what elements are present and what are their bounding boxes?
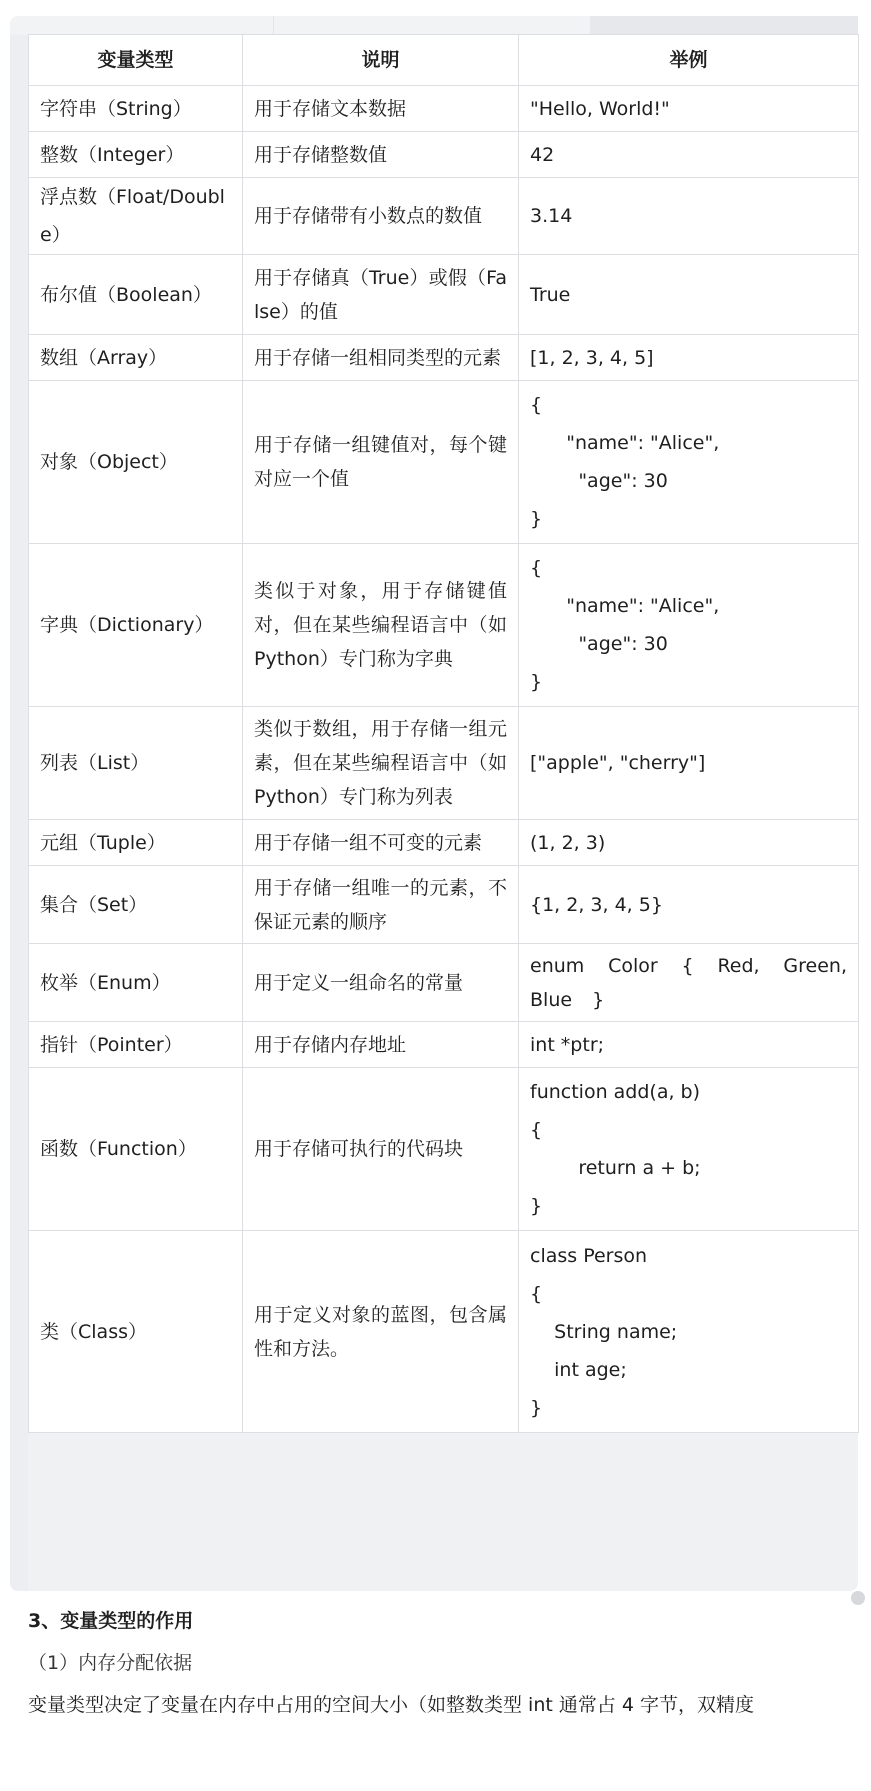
cell-description: 类似于对象，用于存储键值对，但在某些编程语言中（如Python）专门称为字典: [243, 544, 519, 707]
section-paragraph: 变量类型决定了变量在内存中占用的空间大小（如整数类型 int 通常占 4 字节，双精度: [28, 1694, 755, 1716]
cell-example: 3.14: [519, 178, 859, 255]
table-row: [29, 1231, 859, 1433]
cell-example: "Hello, World!": [519, 86, 859, 132]
cell-description: 用于存储一组唯一的元素，不保证元素的顺序: [243, 866, 519, 944]
cell-example: ["apple", "cherry"]: [519, 707, 859, 820]
cell-type: 枚举（Enum）: [29, 944, 243, 1022]
cell-description: 用于定义对象的蓝图，包含属性和方法。: [243, 1231, 519, 1433]
example-line: }: [530, 671, 543, 693]
example-line: int age;: [530, 1358, 627, 1381]
example-line: "name": "Alice",: [530, 595, 720, 617]
example-line: "age": 30: [530, 470, 668, 492]
example-line: {: [530, 1282, 543, 1305]
cell-type: 整数（Integer）: [29, 132, 243, 178]
example-line: function add(a, b): [530, 1081, 701, 1103]
cell-type: 字符串（String）: [29, 86, 243, 132]
header-description: 说明: [243, 35, 519, 86]
table-row: [29, 544, 859, 707]
example-line: "name": "Alice",: [530, 432, 720, 454]
cell-description: 用于存储可执行的代码块: [243, 1068, 519, 1231]
example-line: "age": 30: [530, 633, 668, 655]
table-body: [29, 86, 859, 1433]
table-row: [29, 1068, 859, 1231]
column-selector[interactable]: [590, 16, 858, 34]
cell-type: 数组（Array）: [29, 335, 243, 381]
table-row: [29, 707, 859, 820]
cell-type: 浮点数（Float/Double）: [29, 178, 243, 255]
cell-example: [519, 544, 859, 707]
cell-example: {1, 2, 3, 4, 5}: [519, 866, 859, 944]
cell-type: 函数（Function）: [29, 1068, 243, 1231]
cell-example: int *ptr;: [519, 1022, 859, 1068]
cell-example: 42: [519, 132, 859, 178]
cell-description: 用于存储一组相同类型的元素: [243, 335, 519, 381]
example-line: }: [530, 1195, 543, 1217]
table-row: [29, 944, 859, 1022]
cell-description: 用于存储整数值: [243, 132, 519, 178]
example-line: }: [530, 508, 543, 530]
table-row: [29, 132, 859, 178]
cell-example: [519, 1068, 859, 1231]
cell-example: True: [519, 255, 859, 335]
section-subtitle: （1）内存分配依据: [28, 1652, 193, 1674]
table-header-row: [29, 35, 859, 86]
example-line: String name;: [530, 1320, 678, 1343]
table-row: [29, 335, 859, 381]
header-example: 举例: [519, 35, 859, 86]
column-divider[interactable]: [273, 16, 274, 34]
table-row: [29, 178, 859, 255]
cell-example: [519, 1231, 859, 1433]
cell-description: 用于存储一组键值对，每个键对应一个值: [243, 381, 519, 544]
cell-example: enum Color { Red, Green, Blue }: [519, 944, 859, 1022]
cell-example: [1, 2, 3, 4, 5]: [519, 335, 859, 381]
cell-type: 对象（Object）: [29, 381, 243, 544]
example-line: class Person: [530, 1244, 648, 1267]
table-row: [29, 381, 859, 544]
example-line: }: [530, 1396, 543, 1419]
cell-description: 用于存储一组不可变的元素: [243, 820, 519, 866]
header-type: 变量类型: [29, 35, 243, 86]
cell-description: 用于存储带有小数点的数值: [243, 178, 519, 255]
row-selector-gutter[interactable]: [10, 35, 28, 1591]
table-resize-handle[interactable]: [851, 1591, 865, 1605]
cell-description: 用于存储文本数据: [243, 86, 519, 132]
example-line: {: [530, 557, 543, 579]
clipped-previous-heading: [0, 0, 871, 16]
cell-type: 列表（List）: [29, 707, 243, 820]
variable-types-table: [28, 34, 859, 1433]
example-line: return a + b;: [530, 1157, 701, 1179]
cell-example: (1, 2, 3): [519, 820, 859, 866]
example-line: {: [530, 1119, 543, 1141]
cell-type: 元组（Tuple）: [29, 820, 243, 866]
cell-description: 用于存储真（True）或假（False）的值: [243, 255, 519, 335]
table-row: [29, 1022, 859, 1068]
cell-description: 用于定义一组命名的常量: [243, 944, 519, 1022]
table-row: [29, 86, 859, 132]
cell-type: 指针（Pointer）: [29, 1022, 243, 1068]
section-title: 3、变量类型的作用: [28, 1610, 194, 1632]
cell-type: 类（Class）: [29, 1231, 243, 1433]
cell-description: 用于存储内存地址: [243, 1022, 519, 1068]
cell-description: 类似于数组，用于存储一组元素，但在某些编程语言中（如Python）专门称为列表: [243, 707, 519, 820]
cell-type: 字典（Dictionary）: [29, 544, 243, 707]
table-row: [29, 866, 859, 944]
cell-example: [519, 381, 859, 544]
table-row: [29, 820, 859, 866]
cell-type: 集合（Set）: [29, 866, 243, 944]
cell-type: 布尔值（Boolean）: [29, 255, 243, 335]
table-row: [29, 255, 859, 335]
example-line: {: [530, 394, 543, 416]
